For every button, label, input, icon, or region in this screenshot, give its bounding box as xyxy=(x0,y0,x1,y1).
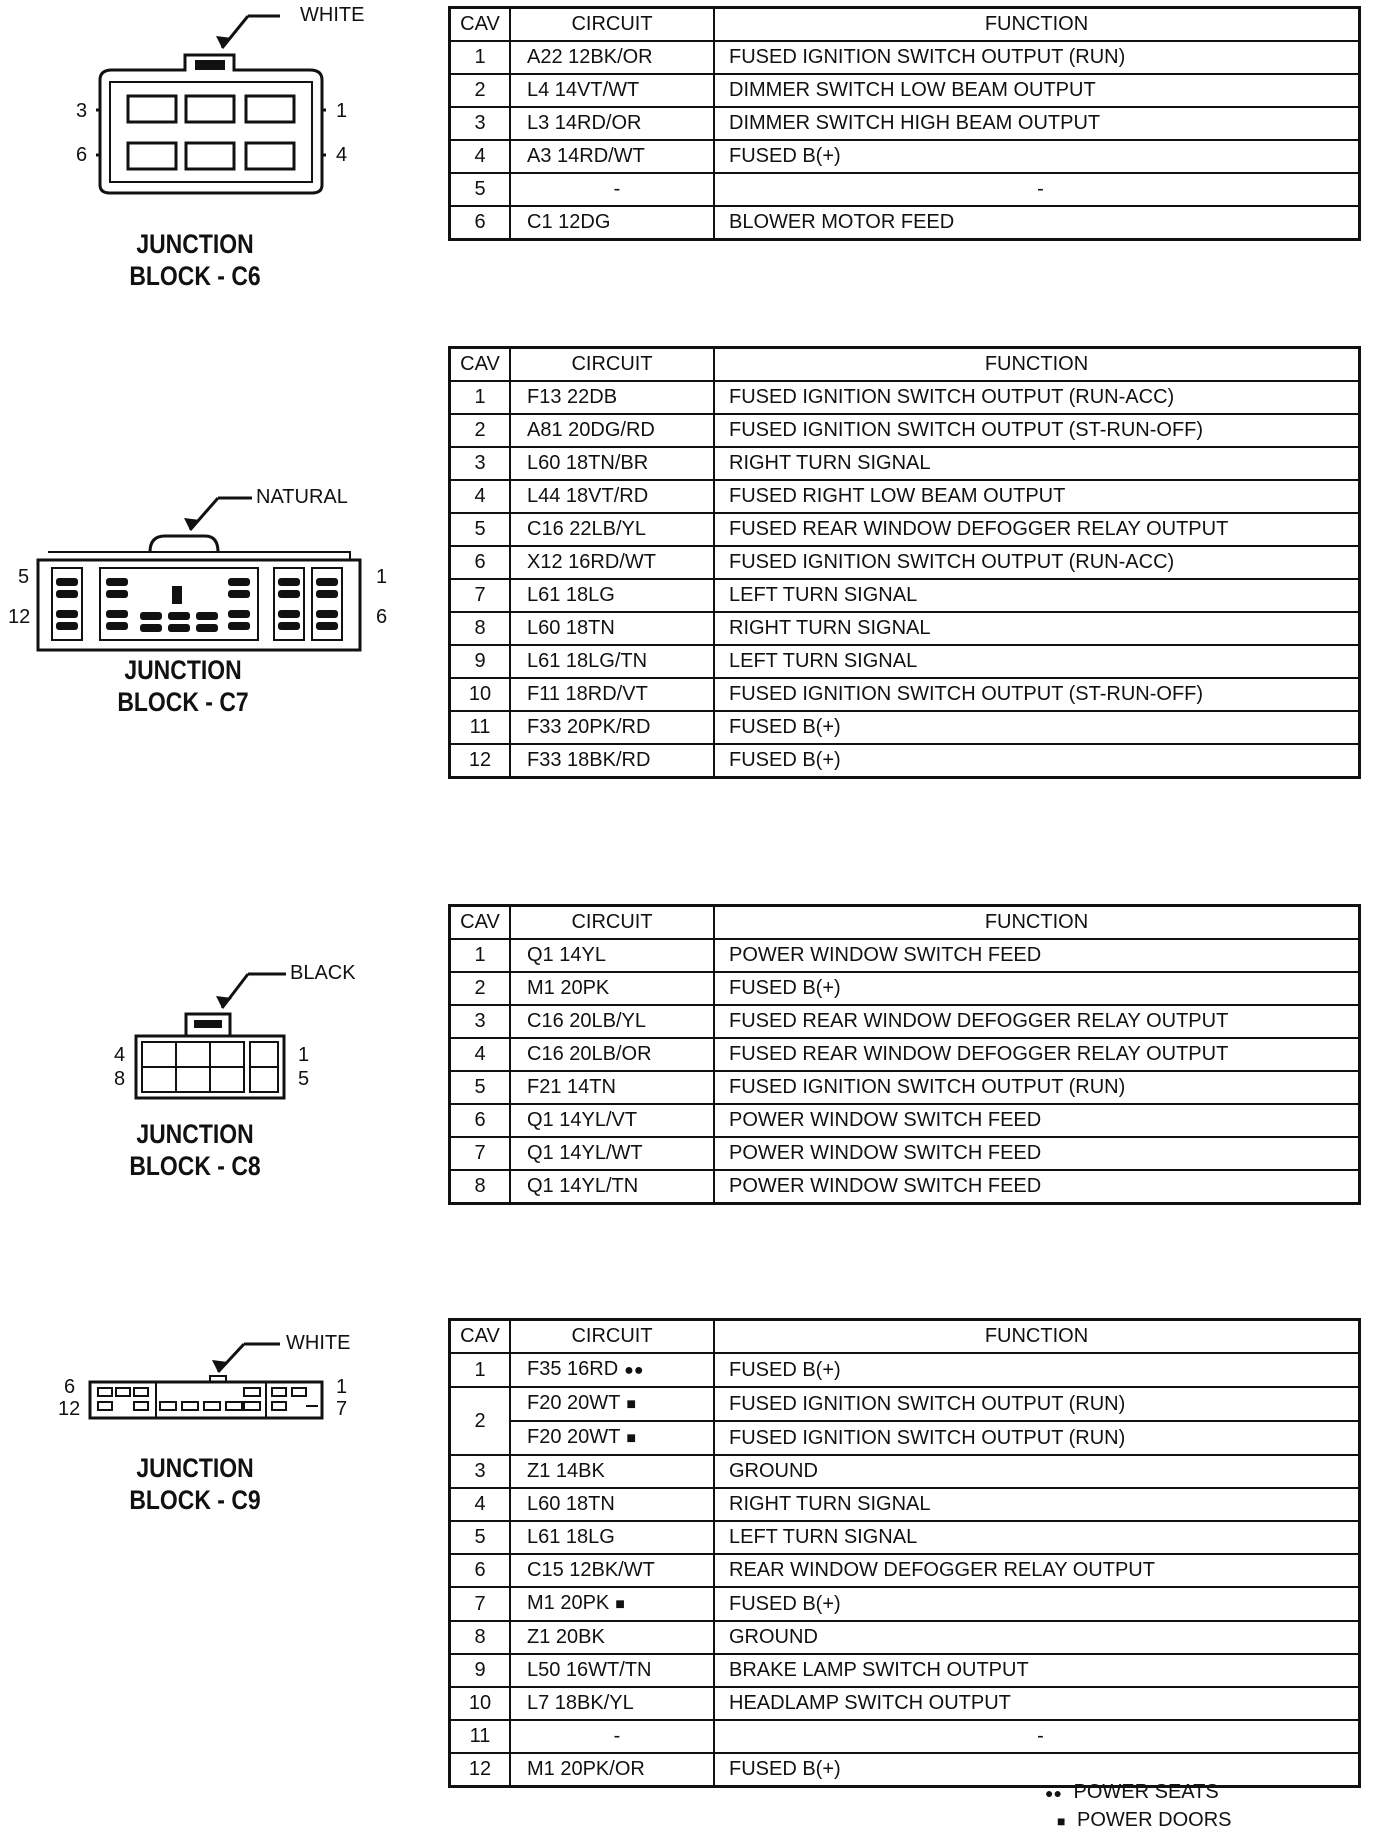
table-row xyxy=(450,1554,1360,1587)
circuit-code: Q1 14YL xyxy=(527,944,606,966)
circuit-cell xyxy=(510,1104,714,1137)
header-function: FUNCTION xyxy=(714,8,1360,42)
pin-label-bottom-right: 4 xyxy=(336,144,348,166)
pin-label-bottom-left: 8 xyxy=(114,1068,126,1090)
table-row xyxy=(450,1387,1360,1421)
circuit-code: L7 18BK/YL xyxy=(527,1692,634,1714)
square-icon: ■ xyxy=(615,1596,625,1613)
table-header-row xyxy=(450,8,1360,42)
table-header-row xyxy=(450,906,1360,940)
circuit-cell xyxy=(510,1587,714,1621)
cav-cell: 8 xyxy=(450,1170,511,1204)
double-dot-icon: ●● xyxy=(624,1362,644,1379)
connector-color-label: WHITE xyxy=(300,4,365,26)
pin-label-bottom-right: 6 xyxy=(376,606,388,628)
table-body xyxy=(450,1353,1360,1787)
table-row xyxy=(450,1071,1360,1104)
block-title-line2: BLOCK - C9 xyxy=(129,1485,261,1515)
block-title xyxy=(106,228,285,292)
table-row xyxy=(450,381,1360,414)
table-row xyxy=(450,414,1360,447)
function-cell: FUSED B(+) xyxy=(714,1587,1360,1621)
circuit-code: C1 12DG xyxy=(527,211,611,233)
cav-cell: 5 xyxy=(450,1071,511,1104)
circuit-code: L60 18TN xyxy=(527,1493,615,1515)
pin-label-bottom-left: 12 xyxy=(8,606,31,628)
cav-cell: 5 xyxy=(450,1521,511,1554)
table-row xyxy=(450,1421,1360,1455)
pinout-table-c7 xyxy=(448,346,1361,779)
circuit-code: Q1 14YL/TN xyxy=(527,1175,639,1197)
circuit-code: X12 16RD/WT xyxy=(527,551,656,573)
circuit-code: - xyxy=(613,1725,621,1747)
function-cell: - xyxy=(714,173,1360,206)
pinout-table-c6 xyxy=(448,6,1361,241)
cav-cell: 5 xyxy=(450,513,511,546)
circuit-code: L60 18TN xyxy=(527,617,615,639)
cav-cell: 2 xyxy=(450,972,511,1005)
cav-cell: 6 xyxy=(450,1104,511,1137)
connector-color-label: NATURAL xyxy=(256,486,348,508)
function-cell: FUSED IGNITION SWITCH OUTPUT (RUN) xyxy=(714,1071,1360,1104)
table-row xyxy=(450,1353,1360,1387)
circuit-code: C16 20LB/OR xyxy=(527,1043,652,1065)
cav-cell: 12 xyxy=(450,744,511,778)
table-row xyxy=(450,546,1360,579)
circuit-code: L61 18LG xyxy=(527,584,615,606)
cav-cell: 7 xyxy=(450,1587,511,1621)
function-cell: LEFT TURN SIGNAL xyxy=(714,645,1360,678)
header-circuit: CIRCUIT xyxy=(510,1320,714,1354)
circuit-code: Q1 14YL/VT xyxy=(527,1109,638,1131)
cav-cell: 2 xyxy=(450,1387,511,1455)
pin-label-top-right: 1 xyxy=(298,1044,310,1066)
function-cell: FUSED IGNITION SWITCH OUTPUT (RUN-ACC) xyxy=(714,546,1360,579)
table-row xyxy=(450,579,1360,612)
circuit-cell xyxy=(510,711,714,744)
circuit-code: A81 20DG/RD xyxy=(527,419,655,441)
table-row xyxy=(450,1038,1360,1071)
connector-color-label: BLACK xyxy=(290,962,356,984)
circuit-cell xyxy=(510,107,714,140)
pin-label-top-left: 5 xyxy=(18,566,30,588)
pin-label-top-right: 1 xyxy=(376,566,388,588)
square-icon: ■ xyxy=(626,1396,637,1413)
table-row xyxy=(450,744,1360,778)
block-title-line2: BLOCK - C8 xyxy=(129,1151,261,1181)
header-cav: CAV xyxy=(450,348,511,382)
circuit-code: L61 18LG xyxy=(527,1526,615,1548)
circuit-code: F20 20WT xyxy=(527,1426,621,1448)
table-row xyxy=(450,74,1360,107)
pin-label-bottom-right: 7 xyxy=(336,1398,348,1420)
cav-cell: 11 xyxy=(450,1720,511,1753)
block-title xyxy=(106,1118,285,1182)
circuit-code: M1 20PK/OR xyxy=(527,1758,645,1780)
header-circuit: CIRCUIT xyxy=(510,8,714,42)
circuit-code: F33 20PK/RD xyxy=(527,716,651,738)
circuit-cell xyxy=(510,140,714,173)
table-row xyxy=(450,1170,1360,1204)
cav-cell: 10 xyxy=(450,1687,511,1720)
circuit-cell xyxy=(510,579,714,612)
block-title xyxy=(106,1452,285,1516)
cav-cell: 3 xyxy=(450,1005,511,1038)
function-cell: REAR WINDOW DEFOGGER RELAY OUTPUT xyxy=(714,1554,1360,1587)
circuit-cell xyxy=(510,173,714,206)
circuit-cell xyxy=(510,645,714,678)
circuit-code: Q1 14YL/WT xyxy=(527,1142,643,1164)
function-cell: GROUND xyxy=(714,1455,1360,1488)
block-title-line2: BLOCK - C6 xyxy=(129,261,261,291)
header-function: FUNCTION xyxy=(714,906,1360,940)
table-row xyxy=(450,173,1360,206)
circuit-code: - xyxy=(613,178,621,200)
legend-item-power-doors xyxy=(1045,1806,1231,1834)
cav-cell: 1 xyxy=(450,381,511,414)
table-row xyxy=(450,1005,1360,1038)
circuit-code: L60 18TN/BR xyxy=(527,452,649,474)
circuit-code: M1 20PK xyxy=(527,977,610,999)
circuit-cell xyxy=(510,744,714,778)
function-cell: BRAKE LAMP SWITCH OUTPUT xyxy=(714,1654,1360,1687)
circuit-code: C16 20LB/YL xyxy=(527,1010,646,1032)
function-cell: FUSED IGNITION SWITCH OUTPUT (RUN-ACC) xyxy=(714,381,1360,414)
table-row xyxy=(450,140,1360,173)
header-circuit: CIRCUIT xyxy=(510,906,714,940)
square-icon: ■ xyxy=(626,1430,637,1447)
table-row xyxy=(450,513,1360,546)
cav-cell: 3 xyxy=(450,447,511,480)
table-row xyxy=(450,1488,1360,1521)
table-row xyxy=(450,612,1360,645)
circuit-code: F33 18BK/RD xyxy=(527,749,651,771)
table-row xyxy=(450,1654,1360,1687)
cav-cell: 10 xyxy=(450,678,511,711)
header-function: FUNCTION xyxy=(714,348,1360,382)
cav-cell: 5 xyxy=(450,173,511,206)
function-cell: POWER WINDOW SWITCH FEED xyxy=(714,1137,1360,1170)
function-cell: FUSED RIGHT LOW BEAM OUTPUT xyxy=(714,480,1360,513)
header-cav: CAV xyxy=(450,1320,511,1354)
table-header-row xyxy=(450,348,1360,382)
function-cell: POWER WINDOW SWITCH FEED xyxy=(714,1170,1360,1204)
function-cell: - xyxy=(714,1720,1360,1753)
cav-cell: 4 xyxy=(450,140,511,173)
table-row xyxy=(450,972,1360,1005)
table-row xyxy=(450,678,1360,711)
function-cell: GROUND xyxy=(714,1621,1360,1654)
circuit-cell xyxy=(510,1621,714,1654)
circuit-code: C15 12BK/WT xyxy=(527,1559,655,1581)
circuit-code: F20 20WT xyxy=(527,1392,621,1414)
block-title-line2: BLOCK - C7 xyxy=(117,687,249,717)
circuit-cell xyxy=(510,1170,714,1204)
function-cell: HEADLAMP SWITCH OUTPUT xyxy=(714,1687,1360,1720)
circuit-code: Z1 20BK xyxy=(527,1626,605,1648)
circuit-cell xyxy=(510,1353,714,1387)
circuit-code: F21 14TN xyxy=(527,1076,616,1098)
pin-label-bottom-left: 12 xyxy=(58,1398,81,1420)
function-cell: FUSED B(+) xyxy=(714,1753,1360,1787)
circuit-code: F11 18RD/VT xyxy=(527,683,648,705)
circuit-code: A22 12BK/OR xyxy=(527,46,653,68)
function-cell: FUSED B(+) xyxy=(714,711,1360,744)
circuit-cell xyxy=(510,1005,714,1038)
table-body xyxy=(450,939,1360,1204)
function-cell: RIGHT TURN SIGNAL xyxy=(714,1488,1360,1521)
circuit-cell xyxy=(510,1554,714,1587)
function-cell: FUSED B(+) xyxy=(714,972,1360,1005)
pinout-table-c9 xyxy=(448,1318,1361,1788)
circuit-cell xyxy=(510,1421,714,1455)
table-row xyxy=(450,1720,1360,1753)
function-cell: DIMMER SWITCH HIGH BEAM OUTPUT xyxy=(714,107,1360,140)
circuit-cell xyxy=(510,546,714,579)
cav-cell: 1 xyxy=(450,939,511,972)
block-title xyxy=(94,654,273,718)
circuit-code: M1 20PK xyxy=(527,1592,610,1614)
block-title-line1: JUNCTION xyxy=(136,1453,254,1483)
pinout-table-c8 xyxy=(448,904,1361,1205)
cav-cell: 9 xyxy=(450,645,511,678)
circuit-cell xyxy=(510,1687,714,1720)
header-cav: CAV xyxy=(450,906,511,940)
cav-cell: 1 xyxy=(450,1353,511,1387)
circuit-code: F13 22DB xyxy=(527,386,618,408)
cav-cell: 6 xyxy=(450,206,511,240)
function-cell: FUSED REAR WINDOW DEFOGGER RELAY OUTPUT xyxy=(714,1005,1360,1038)
circuit-cell xyxy=(510,939,714,972)
connector-c9-drawing xyxy=(0,1310,440,1570)
cav-cell: 6 xyxy=(450,1554,511,1587)
circuit-cell xyxy=(510,678,714,711)
function-cell: BLOWER MOTOR FEED xyxy=(714,206,1360,240)
legend-item-power-seats xyxy=(1045,1778,1231,1806)
table-row xyxy=(450,1687,1360,1720)
circuit-cell xyxy=(510,513,714,546)
circuit-cell xyxy=(510,1720,714,1753)
circuit-code: L50 16WT/TN xyxy=(527,1659,652,1681)
table-row xyxy=(450,1104,1360,1137)
function-cell: FUSED IGNITION SWITCH OUTPUT (RUN) xyxy=(714,1387,1360,1421)
cav-cell: 7 xyxy=(450,1137,511,1170)
table-row xyxy=(450,939,1360,972)
table-row xyxy=(450,41,1360,74)
header-cav: CAV xyxy=(450,8,511,42)
circuit-code: C16 22LB/YL xyxy=(527,518,646,540)
circuit-code: A3 14RD/WT xyxy=(527,145,645,167)
function-cell: LEFT TURN SIGNAL xyxy=(714,579,1360,612)
legend xyxy=(1045,1778,1231,1834)
circuit-cell xyxy=(510,1038,714,1071)
circuit-cell xyxy=(510,1387,714,1421)
function-cell: RIGHT TURN SIGNAL xyxy=(714,612,1360,645)
function-cell: FUSED IGNITION SWITCH OUTPUT (ST-RUN-OFF) xyxy=(714,414,1360,447)
cav-cell: 3 xyxy=(450,107,511,140)
circuit-cell xyxy=(510,480,714,513)
circuit-cell xyxy=(510,972,714,1005)
circuit-cell xyxy=(510,447,714,480)
legend-label: POWER DOORS xyxy=(1077,1809,1232,1831)
cav-cell: 11 xyxy=(450,711,511,744)
table-row xyxy=(450,1621,1360,1654)
table-row xyxy=(450,1587,1360,1621)
header-circuit: CIRCUIT xyxy=(510,348,714,382)
double-dot-icon: ●● xyxy=(1045,1785,1062,1801)
circuit-cell xyxy=(510,381,714,414)
table-header-row xyxy=(450,1320,1360,1354)
cav-cell: 8 xyxy=(450,1621,511,1654)
cav-cell: 6 xyxy=(450,546,511,579)
table-row xyxy=(450,206,1360,240)
block-title-line1: JUNCTION xyxy=(136,229,254,259)
block-title-line1: JUNCTION xyxy=(124,655,242,685)
function-cell: FUSED IGNITION SWITCH OUTPUT (ST-RUN-OFF) xyxy=(714,678,1360,711)
block-title-line1: JUNCTION xyxy=(136,1119,254,1149)
circuit-cell xyxy=(510,1521,714,1554)
function-cell: RIGHT TURN SIGNAL xyxy=(714,447,1360,480)
function-cell: DIMMER SWITCH LOW BEAM OUTPUT xyxy=(714,74,1360,107)
circuit-cell xyxy=(510,1455,714,1488)
table-row xyxy=(450,711,1360,744)
circuit-cell xyxy=(510,414,714,447)
table-row xyxy=(450,1137,1360,1170)
circuit-cell xyxy=(510,1071,714,1104)
circuit-cell xyxy=(510,41,714,74)
function-cell: FUSED IGNITION SWITCH OUTPUT (RUN) xyxy=(714,1421,1360,1455)
cav-cell: 3 xyxy=(450,1455,511,1488)
table-row xyxy=(450,107,1360,140)
pin-label-top-left: 3 xyxy=(76,100,88,122)
pin-label-top-left: 4 xyxy=(114,1044,126,1066)
circuit-cell xyxy=(510,206,714,240)
function-cell: POWER WINDOW SWITCH FEED xyxy=(714,939,1360,972)
circuit-code: L44 18VT/RD xyxy=(527,485,649,507)
circuit-code: Z1 14BK xyxy=(527,1460,605,1482)
cav-cell: 9 xyxy=(450,1654,511,1687)
function-cell: FUSED B(+) xyxy=(714,744,1360,778)
table-row xyxy=(450,645,1360,678)
square-icon: ■ xyxy=(1057,1813,1066,1829)
cav-cell: 8 xyxy=(450,612,511,645)
function-cell: FUSED REAR WINDOW DEFOGGER RELAY OUTPUT xyxy=(714,513,1360,546)
circuit-cell xyxy=(510,1753,714,1787)
cav-cell: 2 xyxy=(450,414,511,447)
cav-cell: 4 xyxy=(450,1488,511,1521)
function-cell: POWER WINDOW SWITCH FEED xyxy=(714,1104,1360,1137)
pin-label-top-right: 1 xyxy=(336,1376,348,1398)
circuit-cell xyxy=(510,74,714,107)
table-row xyxy=(450,1455,1360,1488)
pin-label-bottom-right: 5 xyxy=(298,1068,310,1090)
table-body xyxy=(450,381,1360,778)
cav-cell: 7 xyxy=(450,579,511,612)
table-row xyxy=(450,1521,1360,1554)
pin-label-top-right: 1 xyxy=(336,100,348,122)
connector-color-label: WHITE xyxy=(286,1332,351,1354)
circuit-code: L4 14VT/WT xyxy=(527,79,640,101)
circuit-cell xyxy=(510,1654,714,1687)
circuit-cell xyxy=(510,1137,714,1170)
function-cell: FUSED REAR WINDOW DEFOGGER RELAY OUTPUT xyxy=(714,1038,1360,1071)
circuit-code: F35 16RD xyxy=(527,1358,619,1380)
function-cell: FUSED B(+) xyxy=(714,1353,1360,1387)
circuit-code: L3 14RD/OR xyxy=(527,112,642,134)
cav-cell: 4 xyxy=(450,1038,511,1071)
circuit-cell xyxy=(510,612,714,645)
cav-cell: 2 xyxy=(450,74,511,107)
cav-cell: 4 xyxy=(450,480,511,513)
pin-label-top-left: 6 xyxy=(64,1376,76,1398)
cav-cell: 1 xyxy=(450,41,511,74)
header-function: FUNCTION xyxy=(714,1320,1360,1354)
table-body xyxy=(450,41,1360,240)
table-row xyxy=(450,480,1360,513)
function-cell: FUSED IGNITION SWITCH OUTPUT (RUN) xyxy=(714,41,1360,74)
pin-label-bottom-left: 6 xyxy=(76,144,88,166)
circuit-code: L61 18LG/TN xyxy=(527,650,648,672)
function-cell: FUSED B(+) xyxy=(714,140,1360,173)
circuit-cell xyxy=(510,1488,714,1521)
table-row xyxy=(450,447,1360,480)
function-cell: LEFT TURN SIGNAL xyxy=(714,1521,1360,1554)
cav-cell: 12 xyxy=(450,1753,511,1787)
legend-label: POWER SEATS xyxy=(1073,1781,1219,1803)
